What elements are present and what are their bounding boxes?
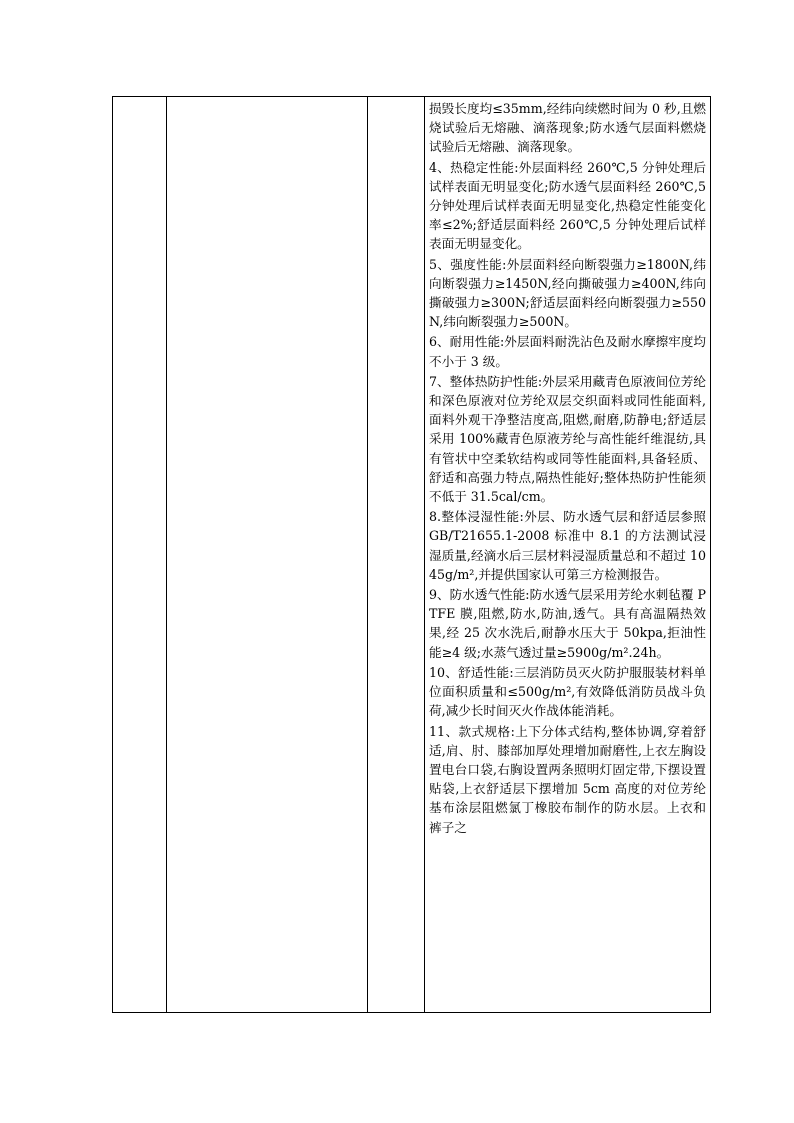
requirement-paragraph-thermal-stability: 4、热稳定性能:外层面料经 260℃,5 分钟处理后试样表面无明显变化;防水透气层面料经 260℃,5 分钟处理后试样表面无明显变化,热稳定性能变化率≤2%;舒适层面料经 260℃,5 分钟处理后试样表面无明显变化。	[429, 159, 706, 252]
table-cell-index	[113, 97, 167, 1013]
table-cell-unit	[368, 97, 425, 1013]
table-row	[113, 97, 711, 1013]
table-cell-requirements	[425, 97, 711, 1013]
requirement-paragraph-burning: 损毁长度均≤35mm,经纬向续燃时间为 0 秒,且燃烧试验后无熔融、滴落现象;防水透气层面料燃烧试验后无熔融、滴落现象。	[429, 101, 706, 155]
requirement-paragraph-durability: 6、耐用性能:外层面料耐洗沾色及耐水摩擦牢度均不小于 3 级。	[429, 334, 706, 369]
requirement-paragraph-waterproof: 9、防水透气性能:防水透气层采用芳纶水刺毡覆 PTFE 膜,阻燃,防水,防油,透气。具有高温隔热效果,经 25 次水洗后,耐静水压大于 50kpa,拒油性能≥4 级;水蒸气透过量≥5900g/m².24h。	[429, 587, 706, 660]
requirement-paragraph-wetting: 8.整体浸湿性能:外层、防水透气层和舒适层参照 GB/T21655.1-2008 标准中 8.1 的方法测试浸湿质量,经滴水后三层材料浸湿质量总和不超过 1045g/m²,并提供国家认可第三方检测报告。	[429, 509, 706, 582]
table-cell-name	[167, 97, 368, 1013]
requirement-paragraph-thermal-protection: 7、整体热防护性能:外层采用藏青色原液间位芳纶和深色原液对位芳纶双层交织面料或同性能面料,面料外观干净整洁度高,阻燃,耐磨,防静电;舒适层采用 100%藏青色原液芳纶与高性能纤维混纺,具有管状中空柔软结构或同等性能面料,具备轻质、舒适和高强力特点,隔热性能好;整体热防护性能须不低于 31.5cal/cm。	[429, 373, 706, 505]
spec-table	[112, 96, 711, 1013]
requirement-paragraph-strength: 5、强度性能:外层面料经向断裂强力≥1800N,纬向断裂强力≥1450N,经向撕破强力≥400N,纬向撕破强力≥300N;舒适层面料经向断裂强力≥550N,纬向断裂强力≥500N。	[429, 256, 706, 330]
requirement-paragraph-comfort: 10、舒适性能:三层消防员灭火防护服服装材料单位面积质量和≤500g/m²,有效降低消防员战斗负荷,减少长时间灭火作战体能消耗。	[429, 664, 706, 719]
requirement-paragraph-style: 11、款式规格:上下分体式结构,整体协调,穿着舒适,肩、肘、膝部加厚处理增加耐磨性,上衣左胸设置电台口袋,右胸设置两条照明灯固定带,下摆设置贴袋,上衣舒适层下摆增加 5cm 高度的对位芳纶基布涂层阻燃氯丁橡胶布制作的防水层。上衣和裤子之	[429, 723, 706, 835]
